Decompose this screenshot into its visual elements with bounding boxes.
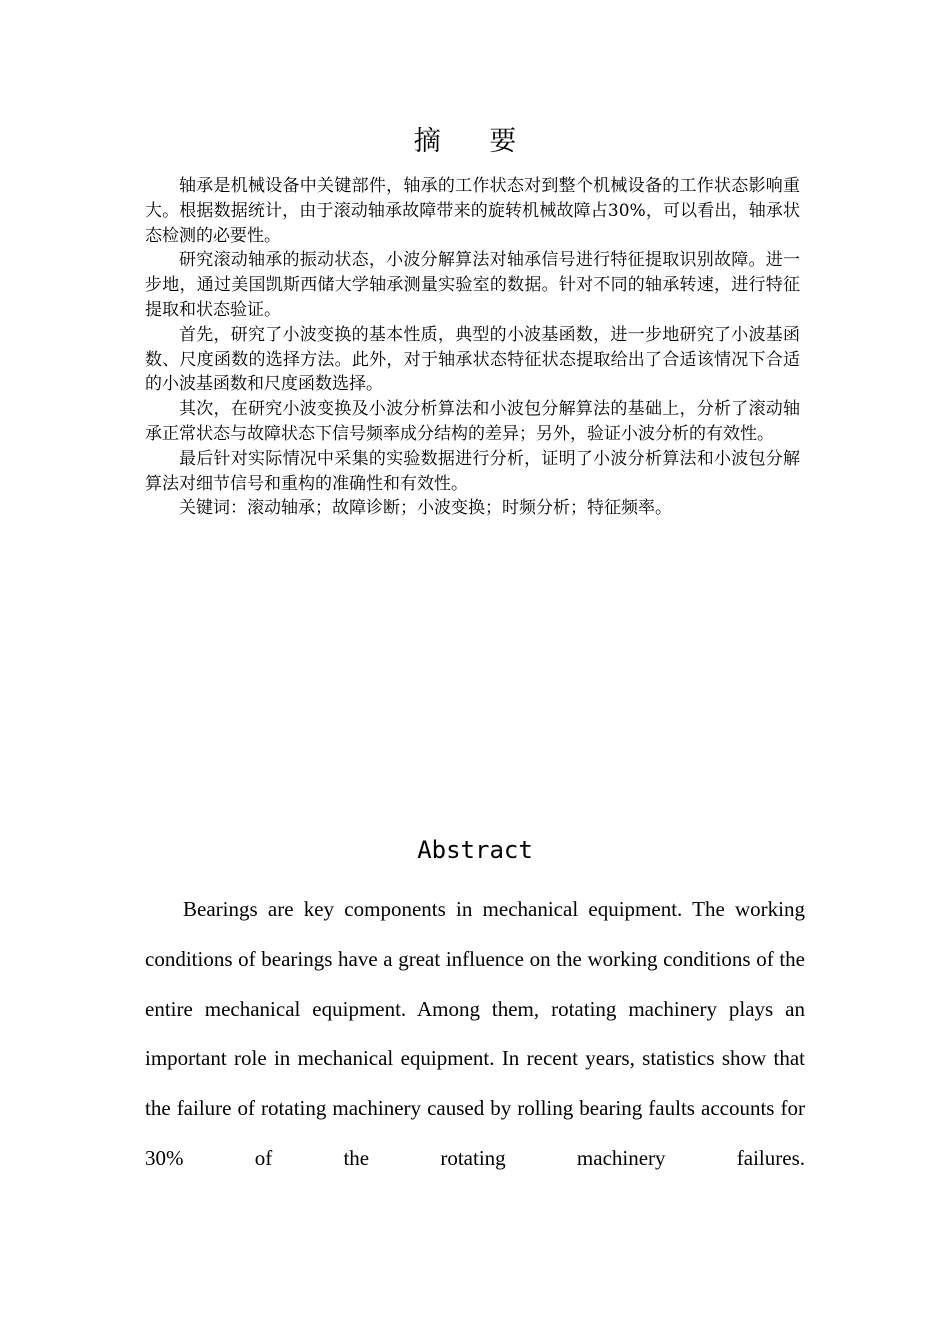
cn-paragraph-1: 轴承是机械设备中关键部件，轴承的工作状态对到整个机械设备的工作状态影响重大。根据数据统计，由于滚动轴承故障带来的旋转机械故障占30%，可以看出，轴承状态检测的必要性。 — [145, 176, 800, 246]
english-abstract-body — [145, 885, 805, 1184]
cn-paragraph-2: 研究滚动轴承的振动状态，小波分解算法对轴承信号进行特征提取识别故障。进一步地，通过美国凯斯西储大学轴承测量实验室的数据。针对不同的轴承转速，进行特征提取和状态验证。 — [145, 250, 800, 320]
english-abstract-title: Abstract — [417, 836, 533, 864]
en-paragraph-1: Bearings are key components in mechanical equipment. The working conditions of bearings have a great influence on the working conditions of the entire mechanical equipment. Among them, rotating machinery plays an important role in mechanical equipment. In recent years, statistics show that the failure of rotating machinery caused by rolling bearing faults accounts for 30% of the rotating machinery failures. — [145, 897, 805, 1170]
cn-paragraph-4: 其次，在研究小波变换及小波分析算法和小波包分解算法的基础上，分析了滚动轴承正常状态与故障状态下信号频率成分结构的差异；另外，验证小波分析的有效性。 — [145, 399, 800, 444]
cn-paragraph-3: 首先，研究了小波变换的基本性质，典型的小波基函数，进一步地研究了小波基函数、尺度函数的选择方法。此外，对于轴承状态特征状态提取给出了合适该情况下合适的小波基函数和尺度函数选择。 — [145, 324, 800, 395]
cn-keywords: 关键词：滚动轴承；故障诊断；小波变换；时频分析；特征频率。 — [179, 498, 672, 519]
chinese-abstract-title: 摘 要 — [413, 126, 537, 157]
chinese-abstract-body — [145, 174, 800, 521]
cn-paragraph-5: 最后针对实际情况中采集的实验数据进行分析，证明了小波分析算法和小波包分解算法对细节信号和重构的准确性和有效性。 — [145, 448, 800, 494]
